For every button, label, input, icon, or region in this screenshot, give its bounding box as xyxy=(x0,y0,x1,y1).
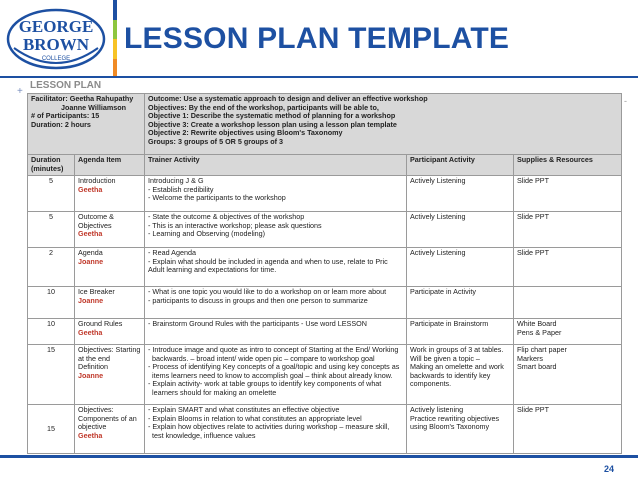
participant-activity-cell xyxy=(407,319,514,345)
participant-activity-line: using Bloom's Taxonomy xyxy=(410,422,490,432)
trainer-activity-line: - Process of identifying Key concepts of a goal/topic and using key concepts as xyxy=(148,362,400,372)
presenter-name: Joanne xyxy=(78,256,104,266)
trainer-activity-cell xyxy=(145,319,407,345)
lesson-plan-table xyxy=(27,93,622,454)
agenda-cell xyxy=(75,345,145,405)
outcome-cell xyxy=(145,94,622,155)
supplies-line: Slide PPT xyxy=(517,176,549,185)
supplies-cell xyxy=(514,405,622,454)
participant-activity-line: Work in groups of 3 at tables. xyxy=(410,345,504,354)
participant-activity-cell xyxy=(407,248,514,287)
supplies-line: White Board xyxy=(517,319,557,328)
trainer-activity-line: - Explain activity- work at table groups to identify key components of what xyxy=(148,379,382,389)
dash-mark: - xyxy=(624,96,627,106)
trainer-activity-line: items learners need to know to accomplish goal – think about already know. xyxy=(148,370,393,380)
facilitator-line: Joanne Williamson xyxy=(61,102,127,112)
logo-text-2: BROWN xyxy=(22,35,90,54)
trainer-activity-line: learners should for making an omelette xyxy=(148,387,277,397)
facilitator-line: Facilitator: Geetha Rahupathy xyxy=(31,94,134,103)
supplies-line: Markers xyxy=(517,353,543,363)
trainer-activity-line: - Welcome the participants to the workshop xyxy=(148,193,286,203)
agenda-item: Outcome & Objectives xyxy=(78,212,114,230)
agenda-cell xyxy=(75,212,145,248)
table-row xyxy=(28,248,622,287)
participant-activity-cell xyxy=(407,405,514,454)
supplies-cell xyxy=(514,248,622,287)
table-row xyxy=(28,319,622,345)
supplies-line: Flip chart paper xyxy=(517,345,567,354)
trainer-activity-line: - Learning and Observing (modeling) xyxy=(148,229,266,239)
supplies-cell xyxy=(514,212,622,248)
agenda-cell xyxy=(75,248,145,287)
participant-activity-line: Actively Listening xyxy=(410,176,466,185)
presenter-name: Joanne xyxy=(78,370,104,380)
outcome-line: Outcome: Use a systematic approach to design and deliver an effective workshop xyxy=(148,94,428,103)
trainer-activity-line: - Explain how objectives relate to activities during workshop – measure skill, xyxy=(148,422,390,432)
outcome-line: Objective 2: Rewrite objectives using Bloom's Taxonomy xyxy=(148,128,343,138)
presenter-name: Geetha xyxy=(78,184,103,194)
participant-activity-cell xyxy=(407,212,514,248)
brand-stripes xyxy=(113,0,117,78)
logo-text-1: GEORGE xyxy=(18,17,94,36)
outcome-line: Objective 3: Create a workshop lesson plan using a lesson plan template xyxy=(148,119,397,129)
george-brown-logo xyxy=(6,8,106,70)
participant-activity-line: Will be given a topic – xyxy=(410,353,480,363)
trainer-activity-line: - Explain Blooms in relation to what constitutes an appropriate level xyxy=(148,413,362,423)
supplies-cell xyxy=(514,176,622,212)
participant-activity-cell xyxy=(407,345,514,405)
presenter-name: Joanne xyxy=(78,295,104,305)
agenda-cell xyxy=(75,176,145,212)
presenter-name: Geetha xyxy=(78,229,103,239)
trainer-activity-cell xyxy=(145,405,407,454)
trainer-activity-line: backwards. – broad intent/ wide open pic – compare to workshop goal xyxy=(148,353,375,363)
supplies-cell xyxy=(514,319,622,345)
column-header: Duration (minutes) xyxy=(28,155,75,176)
trainer-activity-line: - State the outcome & objectives of the workshop xyxy=(148,212,305,221)
presenter-name: Geetha xyxy=(78,430,103,440)
trainer-activity-line: - Introduce image and quote as intro to concept of Starting at the End/ Working xyxy=(148,345,399,354)
duration-cell: 2 xyxy=(28,248,75,287)
footer-divider xyxy=(0,455,638,458)
agenda-item: Introduction xyxy=(78,176,116,185)
agenda-cell xyxy=(75,319,145,345)
agenda-item: Objectives: Components of an objective xyxy=(78,405,137,432)
agenda-cell xyxy=(75,287,145,319)
logo-text-3: COLLEGE xyxy=(41,56,71,62)
table-row xyxy=(28,405,622,454)
outcome-line: Objective 1: Describe the systematic method of planning for a workshop xyxy=(148,111,396,121)
participant-activity-line: components. xyxy=(410,379,452,389)
trainer-activity-line: - Explain what should be included in agenda and when to use, relate to Pric xyxy=(148,256,388,266)
supplies-line: Slide PPT xyxy=(517,212,549,221)
column-header: Agenda Item xyxy=(75,155,145,176)
table-row xyxy=(28,212,622,248)
supplies-cell xyxy=(514,345,622,405)
facilitator-line: # of Participants: 15 xyxy=(31,111,100,121)
table-header-row xyxy=(28,155,622,176)
trainer-activity-line: - Brainstorm Ground Rules with the participants - Use word LESSON xyxy=(148,319,367,328)
duration-cell: 5 xyxy=(28,176,75,212)
table-row xyxy=(28,287,622,319)
supplies-cell xyxy=(514,287,622,319)
participant-activity-line: backwards to identify key xyxy=(410,370,491,380)
participant-activity-line: Participate in Brainstorm xyxy=(410,319,489,328)
facilitator-line: Duration: 2 hours xyxy=(31,119,91,129)
duration-cell: 5 xyxy=(28,212,75,248)
slide-title: LESSON PLAN TEMPLATE xyxy=(124,22,510,55)
agenda-cell xyxy=(75,405,145,454)
presenter-name: Geetha xyxy=(78,327,103,337)
page-number: 24 xyxy=(604,464,615,474)
duration-cell: 10 xyxy=(28,319,75,345)
slide-header xyxy=(0,0,638,78)
column-header: Participant Activity xyxy=(407,155,514,176)
table-row xyxy=(28,345,622,405)
plus-icon: + xyxy=(17,86,23,97)
participant-activity-line: Actively Listening xyxy=(410,212,466,221)
trainer-activity-line: - participants to discuss in groups and then one person to summarize xyxy=(148,295,368,305)
trainer-activity-line: Introducing J & G xyxy=(148,176,204,185)
trainer-activity-line: - Read Agenda xyxy=(148,248,196,257)
trainer-activity-line: Adult learning and expectations for time. xyxy=(148,265,277,275)
trainer-activity-line: - This is an interactive workshop; please ask questions xyxy=(148,220,322,230)
agenda-item: Agenda xyxy=(78,248,103,257)
trainer-activity-line: - What is one topic you would like to do a workshop on or learn more about xyxy=(148,287,387,296)
agenda-item: Ground Rules xyxy=(78,319,123,328)
supplies-line: Smart board xyxy=(517,362,557,372)
table-row xyxy=(28,176,622,212)
participant-activity-cell xyxy=(407,287,514,319)
supplies-line: Pens & Paper xyxy=(517,327,562,337)
participant-activity-cell xyxy=(407,176,514,212)
agenda-item: Ice Breaker xyxy=(78,287,115,296)
duration-cell: 10 xyxy=(28,287,75,319)
trainer-activity-cell xyxy=(145,345,407,405)
trainer-activity-line: - Explain SMART and what constitutes an effective objective xyxy=(148,405,340,414)
participant-activity-line: Practice rewriting objectives xyxy=(410,413,500,423)
outcome-line: Objectives: By the end of the workshop, participants will be able to, xyxy=(148,102,379,112)
column-header: Supplies & Resources xyxy=(514,155,622,176)
duration-cell: 15 xyxy=(28,405,75,454)
trainer-activity-line: test knowledge, influence values xyxy=(148,430,256,440)
participant-activity-line: Participate in Activity xyxy=(410,287,476,296)
supplies-line: Slide PPT xyxy=(517,248,549,257)
duration-cell: 15 xyxy=(28,345,75,405)
participant-activity-line: Actively Listening xyxy=(410,248,466,257)
header-divider xyxy=(0,76,638,78)
facilitator-cell xyxy=(28,94,145,155)
column-header: Trainer Activity xyxy=(145,155,407,176)
outcome-line: Groups: 3 groups of 5 OR 5 groups of 3 xyxy=(148,136,283,146)
participant-activity-line: Actively listening xyxy=(410,405,464,414)
trainer-activity-cell xyxy=(145,287,407,319)
participant-activity-line: Making an omelette and work xyxy=(410,362,504,372)
document-heading: LESSON PLAN xyxy=(30,80,102,91)
agenda-item: Objectives: Starting at the end Definition xyxy=(78,345,141,372)
trainer-activity-cell xyxy=(145,176,407,212)
trainer-activity-line: - Establish credibility xyxy=(148,184,214,194)
trainer-activity-cell xyxy=(145,248,407,287)
supplies-line: Slide PPT xyxy=(517,405,549,414)
trainer-activity-cell xyxy=(145,212,407,248)
table-info-row xyxy=(28,94,622,155)
